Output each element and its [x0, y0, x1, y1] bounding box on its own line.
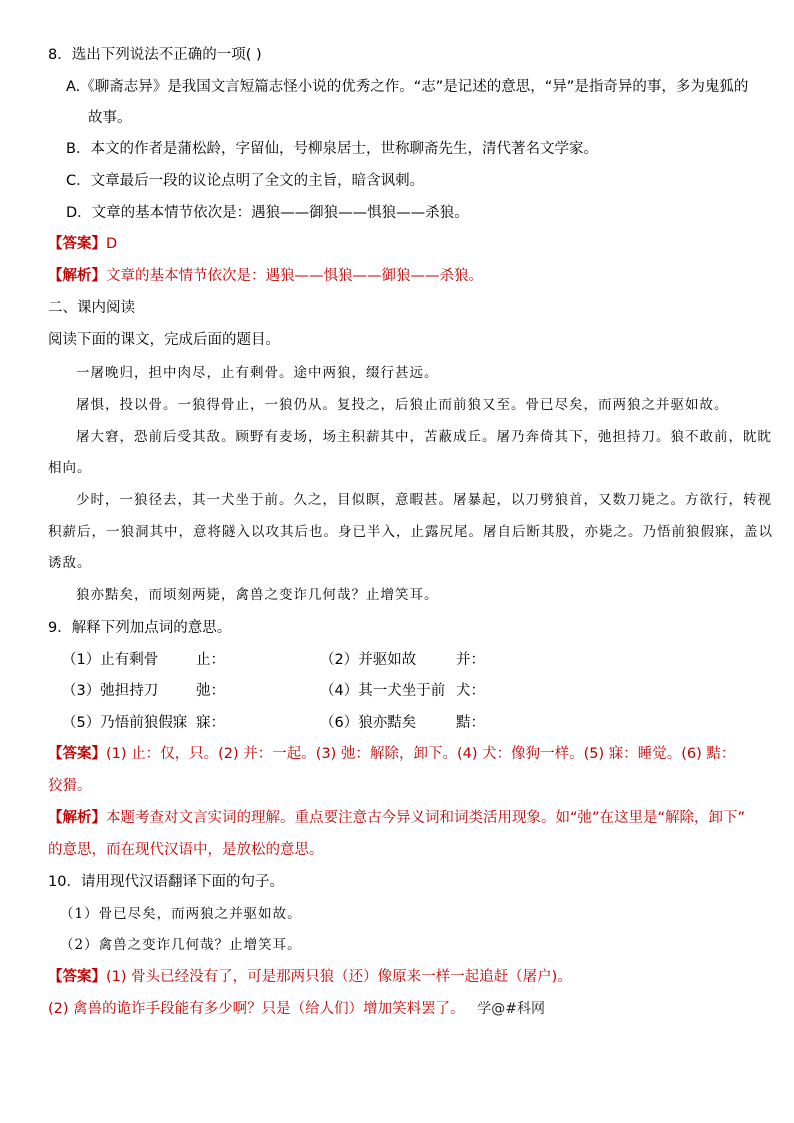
q9-analysis: 本题考查对文言实词的理解。重点要注意古今异义词和词类活用现象。如“弛”在这里是“解除，卸下” [106, 810, 746, 826]
q10-sentence-1: （1）骨已尽矣，而两狼之并驱如故。 [60, 906, 302, 922]
q10-stem: 10．请用现代汉语翻译下面的句子。 [48, 874, 284, 890]
section-title: 二、课内阅读 [48, 300, 135, 316]
reading-instruction: 阅读下面的课文，完成后面的题目。 [48, 332, 280, 348]
q10-answer-1: (1) 骨头已经没有了，可是那两只狼（还）像原来一样一起追赶（屠户)。 [106, 969, 572, 985]
q9-item-4-word: 犬： [456, 683, 485, 699]
answer-tag: 【答案】 [48, 236, 106, 252]
q9-analysis-cont: 的意思，而在现代汉语中，是放松的意思。 [48, 842, 324, 858]
q8-option-b: B．本文的作者是蒲松龄，字留仙，号柳泉居士，世称聊斋先生，清代著名文学家。 [66, 141, 598, 157]
q9-item-3-word: 弛： [196, 683, 225, 699]
q8-stem: 8．选出下列说法不正确的一项( ) [48, 47, 262, 63]
q9-item-1-word: 止： [196, 652, 225, 668]
passage-p4-cont-1: 积薪后，一狼洞其中，意将隧入以攻其后也。身已半入，止露尻尾。屠自后断其股，亦毙之。乃悟前狼假寐，盖以 [48, 524, 773, 540]
analysis-tag: 【解析】 [48, 810, 106, 826]
passage-p3-cont: 相向。 [48, 460, 92, 476]
q9-item-5-phrase: （5）乃悟前狼假寐 [62, 715, 188, 731]
q8-option-a: A.《聊斋志异》是我国文言短篇志怪小说的优秀之作。“志”是记述的意思，“异”是指奇异的事，多为鬼狐的 [66, 79, 749, 95]
q10-answer-line-2 [48, 999, 545, 1019]
q9-answer: (1) 止：仅，只。(2) 并：一起。(3) 弛：解除，卸下。(4) 犬：像狗一样。(5) 寐：睡觉。(6) 黠： [106, 746, 736, 762]
watermark-text: 学@#科网 [477, 1001, 545, 1017]
q10-answer-2: (2) 禽兽的诡诈手段能有多少啊？只是（给人们）增加笑料罢了。 [48, 1001, 465, 1017]
q8-option-d: D．文章的基本情节依次是：遇狼——御狼——惧狼——杀狼。 [66, 205, 469, 221]
passage-p3: 屠大窘，恐前后受其敌。顾野有麦场，场主积薪其中，苫蔽成丘。屠乃奔倚其下，弛担持刀。狼不敢前，眈眈 [76, 429, 772, 445]
q9-answer-line [48, 744, 735, 764]
analysis-tag: 【解析】 [48, 268, 106, 284]
q9-item-1-phrase: （1）止有剩骨 [62, 652, 159, 668]
q8-analysis: 文章的基本情节依次是：遇狼——惧狼——御狼——杀狼。 [106, 268, 483, 284]
q9-analysis-line [48, 808, 745, 828]
passage-p4-cont-2: 诱敌。 [48, 555, 92, 571]
q8-analysis-line [48, 266, 483, 286]
q9-item-5-word: 寐： [196, 715, 225, 731]
q9-stem: 9．解释下列加点词的意思。 [48, 620, 232, 636]
q8-answer-line [48, 234, 117, 254]
q9-item-6-word: 黠： [456, 715, 485, 731]
passage-p5: 狼亦黠矣，而顷刻两毙，禽兽之变诈几何哉？止增笑耳。 [76, 587, 439, 603]
q8-option-a-cont: 故事。 [88, 110, 132, 126]
passage-p1: 一屠晚归，担中肉尽，止有剩骨。途中两狼，缀行甚远。 [76, 365, 439, 381]
q9-item-2-word: 并： [456, 652, 485, 668]
passage-p2: 屠惧，投以骨。一狼得骨止，一狼仍从。复投之，后狼止而前狼又至。骨已尽矣，而两狼之并驱如故。 [76, 397, 729, 413]
answer-tag: 【答案】 [48, 969, 106, 985]
answer-tag: 【答案】 [48, 746, 106, 762]
q9-answer-cont: 狡猾。 [48, 778, 92, 794]
q8-answer: D [106, 236, 118, 252]
q9-item-4-phrase: （4）其一犬坐于前 [320, 683, 446, 699]
q10-sentence-2: （2）禽兽之变诈几何哉？止增笑耳。 [60, 937, 302, 953]
q10-answer-line [48, 967, 572, 987]
q9-item-2-phrase: （2）并驱如故 [320, 652, 417, 668]
q9-item-3-phrase: （3）弛担持刀 [62, 683, 159, 699]
q8-option-c: C．文章最后一段的议论点明了全文的主旨，暗含讽刺。 [66, 173, 425, 189]
passage-p4: 少时，一狼径去，其一犬坐于前。久之，目似瞑，意暇甚。屠暴起，以刀劈狼首，又数刀毙之。方欲行，转视 [76, 492, 772, 508]
q9-item-6-phrase: （6）狼亦黠矣 [320, 715, 417, 731]
